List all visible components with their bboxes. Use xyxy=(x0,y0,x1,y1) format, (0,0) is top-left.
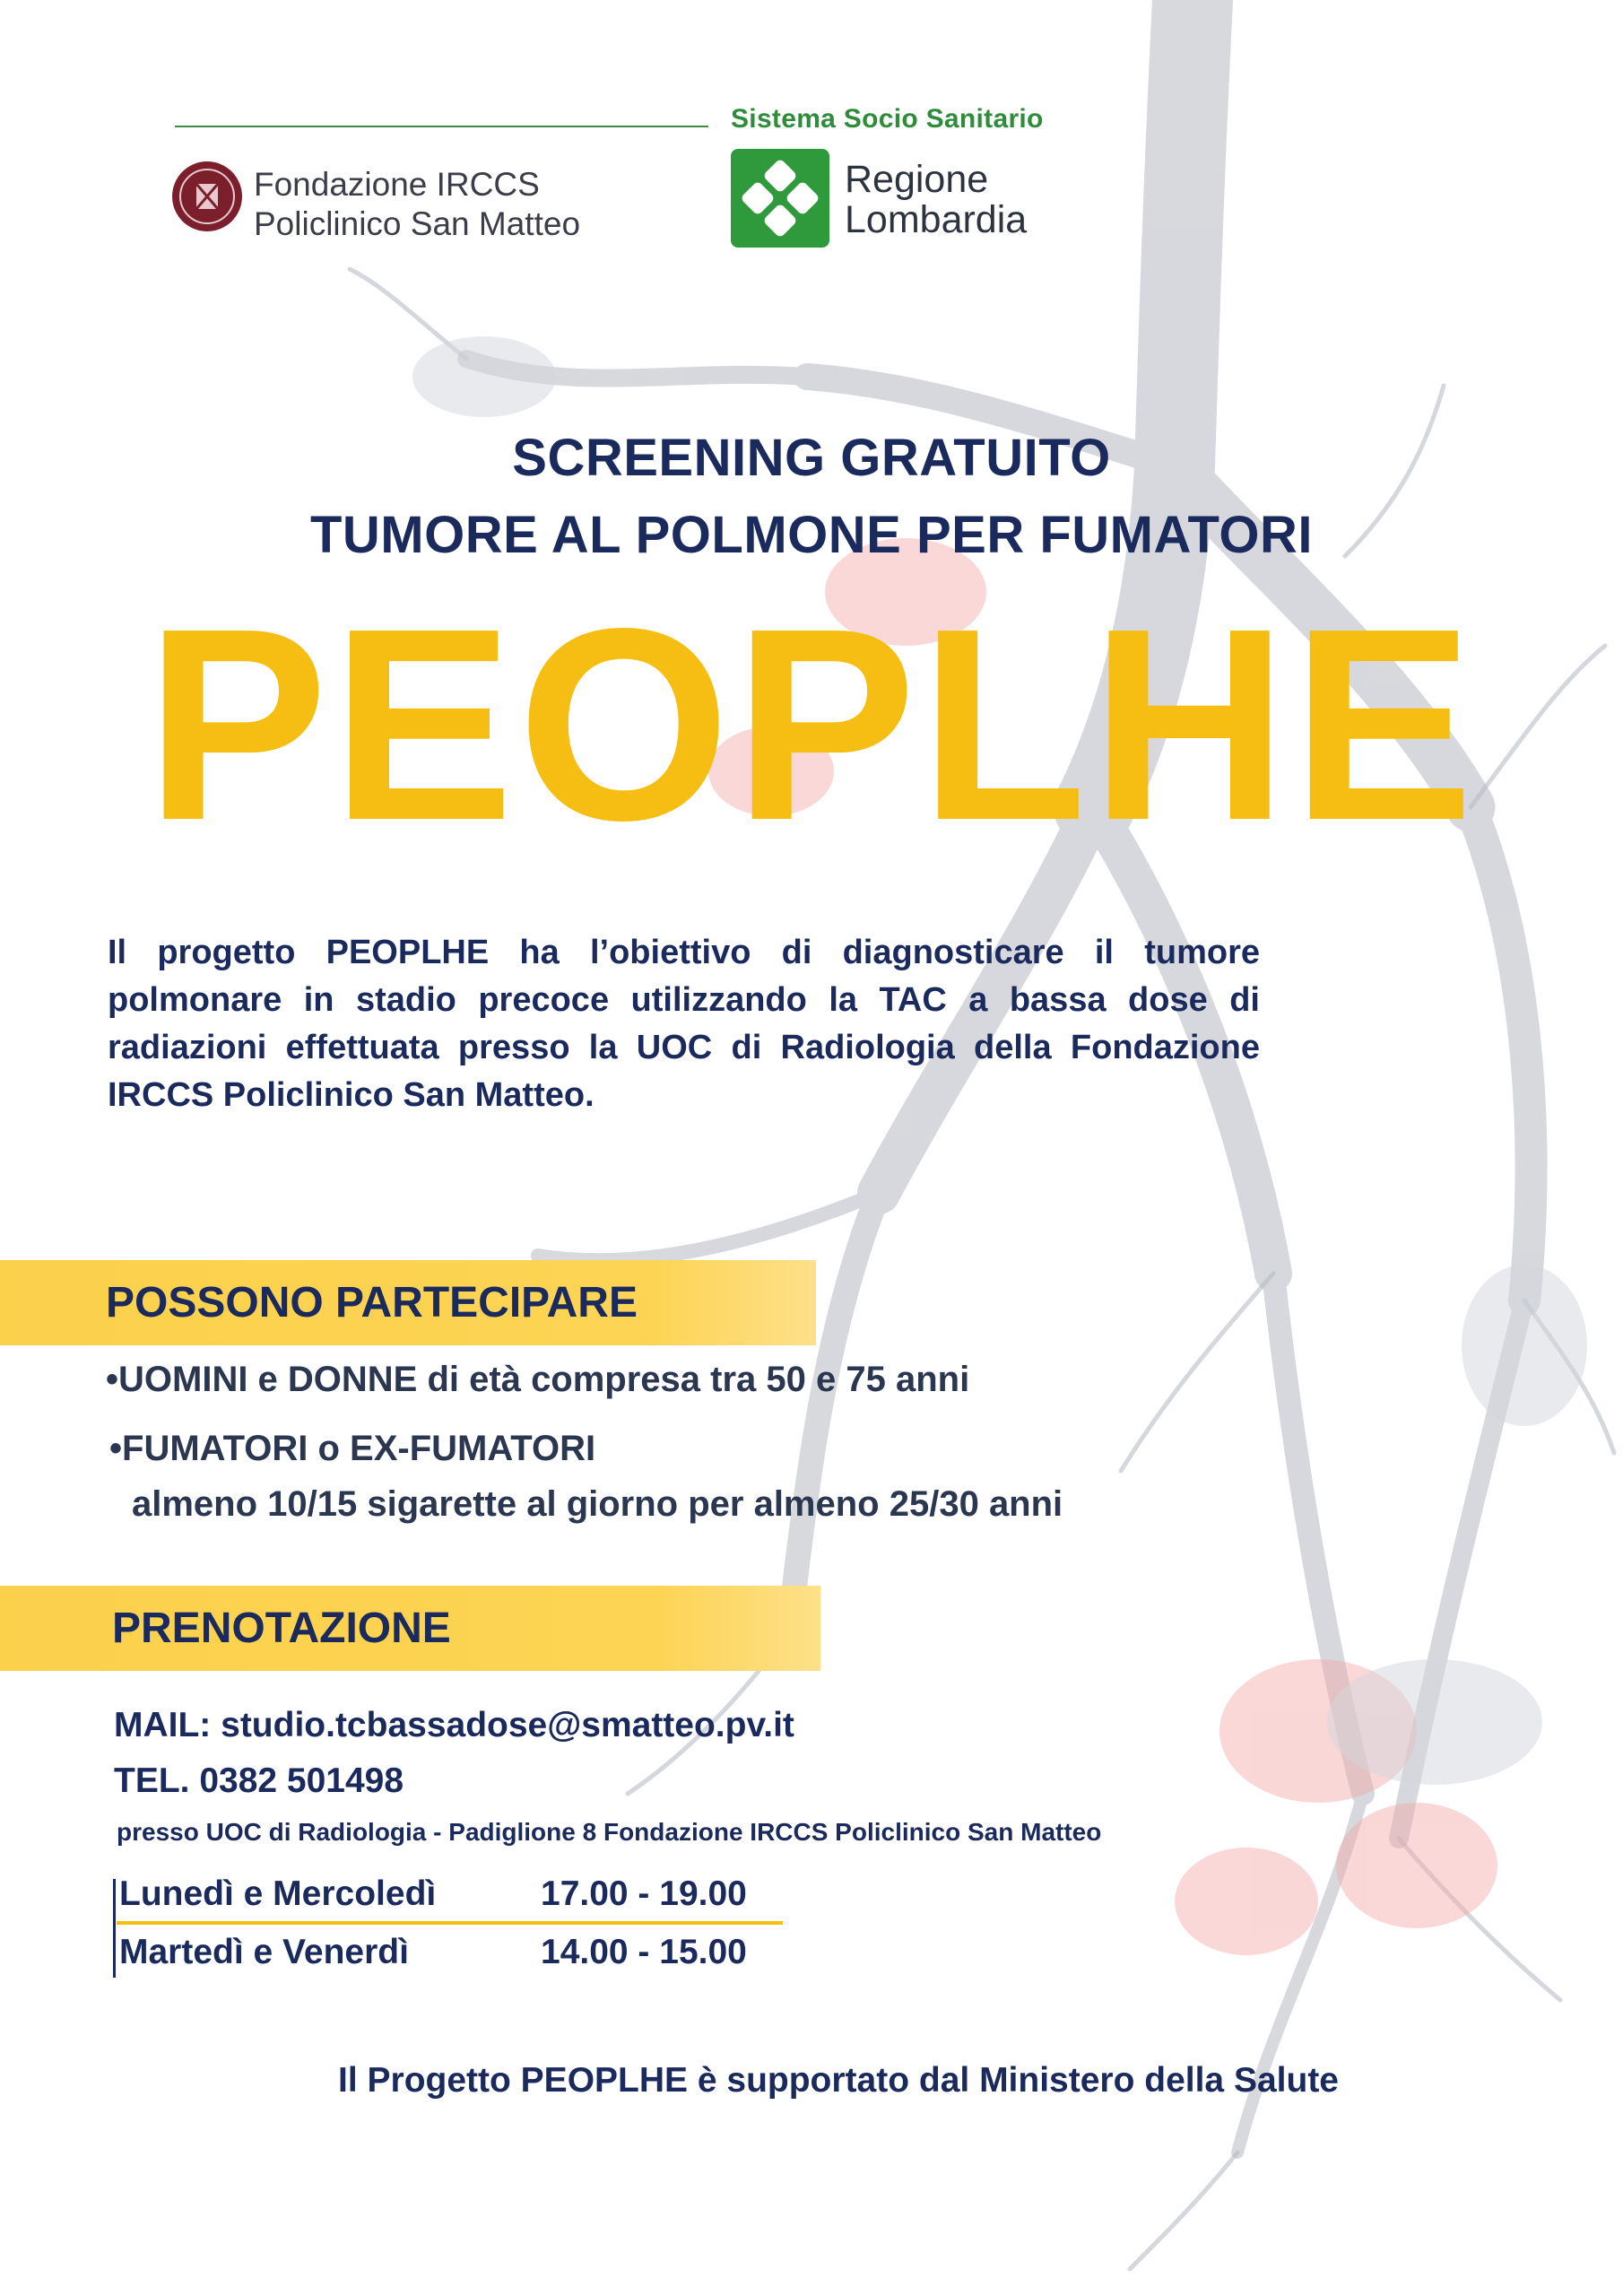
eligibility-item-smokers: •FUMATORI o EX-FUMATORI xyxy=(109,1429,596,1468)
title-block xyxy=(0,420,1623,574)
hours-time: 17.00 - 19.00 xyxy=(541,1874,747,1913)
hours-days: Martedì e Venerdì xyxy=(119,1933,409,1971)
booking-location: presso UOC di Radiologia - Padiglione 8 Fondazione IRCCS Policlinico San Matteo xyxy=(117,1818,1102,1846)
title-line-1: SCREENING GRATUITO xyxy=(512,429,1111,487)
project-description: Il progetto PEOPLHE ha l’obiettivo di diagnosticare il tumore polmonare in stadio precoce utilizzando la TAC a bassa dose di radiazioni effettuata presso la UOC di Radiologia della Fondazione IRCCS Policlinico San Matteo. xyxy=(108,934,1260,1114)
seal-icon xyxy=(170,160,244,233)
regione-name-line2: Lombardia xyxy=(845,198,1028,241)
hours-row xyxy=(119,1933,747,1972)
irccs-logo-text xyxy=(254,165,580,244)
booking-banner xyxy=(0,1586,820,1671)
sistema-socio-sanitario-label: Sistema Socio Sanitario xyxy=(731,104,1044,134)
eligibility-item-smoking-history: almeno 10/15 sigarette al giorno per almeno 25/30 anni xyxy=(132,1484,1063,1524)
regione-cross-icon xyxy=(731,149,829,248)
irccs-name-line1: Fondazione IRCCS xyxy=(254,166,540,203)
booking-phone[interactable]: TEL. 0382 501498 xyxy=(114,1761,404,1800)
eligibility-heading: POSSONO PARTECIPARE xyxy=(106,1279,638,1326)
header-divider xyxy=(175,126,708,127)
hours-divider-vertical xyxy=(113,1879,116,1978)
hours-divider xyxy=(117,1921,783,1925)
hours-time: 14.00 - 15.00 xyxy=(541,1933,747,1971)
eligibility-item-age: •UOMINI e DONNE di età compresa tra 50 e 75 anni xyxy=(106,1360,970,1399)
eligibility-banner xyxy=(0,1260,816,1345)
irccs-name-line2: Policlinico San Matteo xyxy=(254,205,581,242)
project-brand-title: PEOPLHE xyxy=(145,571,1478,877)
hours-row xyxy=(119,1874,747,1914)
booking-heading: PRENOTAZIONE xyxy=(112,1605,451,1652)
booking-mail[interactable]: MAIL: studio.tcbassadose@smatteo.pv.it xyxy=(114,1706,794,1744)
support-note: Il Progetto PEOPLHE è supportato dal Ministero della Salute xyxy=(338,2061,1339,2100)
regione-name-line1: Regione xyxy=(845,158,989,201)
title-line-2: TUMORE AL POLMONE PER FUMATORI xyxy=(309,506,1314,564)
regione-lombardia-text xyxy=(845,160,1027,240)
hours-days: Lunedì e Mercoledì xyxy=(119,1874,437,1913)
